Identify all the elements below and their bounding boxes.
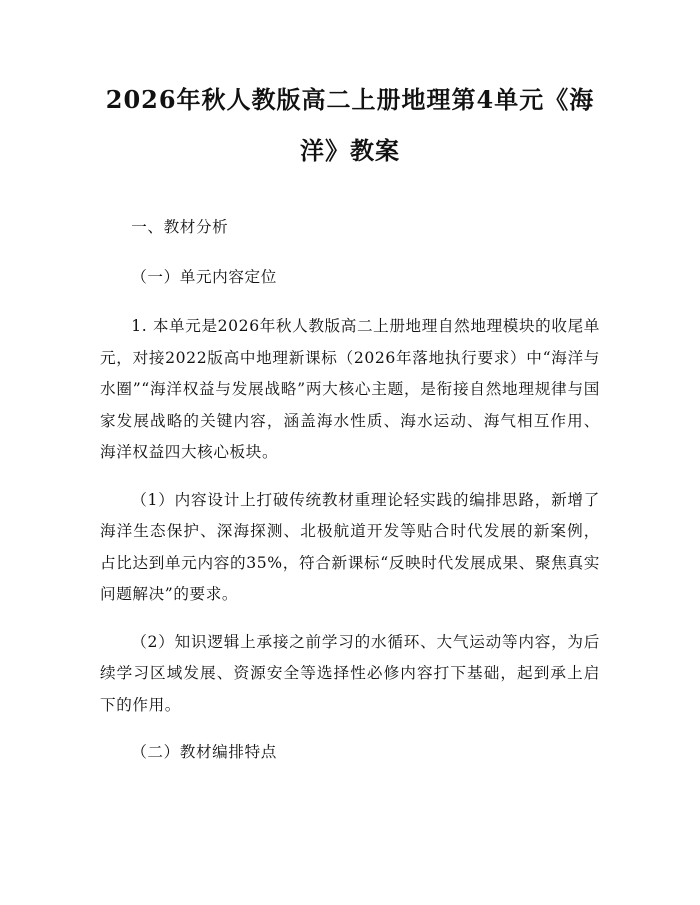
paragraph-content-design: （1）内容设计上打破传统教材重理论轻实践的编排思路，新增了海洋生态保护、深海探测、北极航道开发等贴合时代发展的新案例，占比达到单元内容的35%，符合新课标“反映时代发展成果、聚焦真实问题解决”的要求。 <box>100 490 600 603</box>
subsection-heading-layout-features: （二）教材编排特点 <box>131 743 277 761</box>
document-body <box>100 212 600 769</box>
paragraph-knowledge-logic: （2）知识逻辑上承接之前学习的水循环、大气运动等内容，为后续学习区域发展、资源安全等选择性必修内容打下基础，起到承上启下的作用。 <box>100 632 600 714</box>
section-heading-teaching-material-analysis: 一、教材分析 <box>131 218 229 236</box>
document-title: 2026年秋人教版高二上册地理第4单元《海洋》教案 <box>105 85 595 165</box>
paragraph-unit-overview: 1. 本单元是2026年秋人教版高二上册地理自然地理模块的收尾单元，对接2022版高中地理新课标（2026年落地执行要求）中“海洋与水圈”“海洋权益与发展战略”两大核心主题，是衔接自然地理规律与国家发展战略的关键内容，涵盖海水性质、海水运动、海气相互作用、海洋权益四大核心板块。 <box>100 317 600 461</box>
subsection-heading-unit-positioning: （一）单元内容定位 <box>131 267 277 286</box>
